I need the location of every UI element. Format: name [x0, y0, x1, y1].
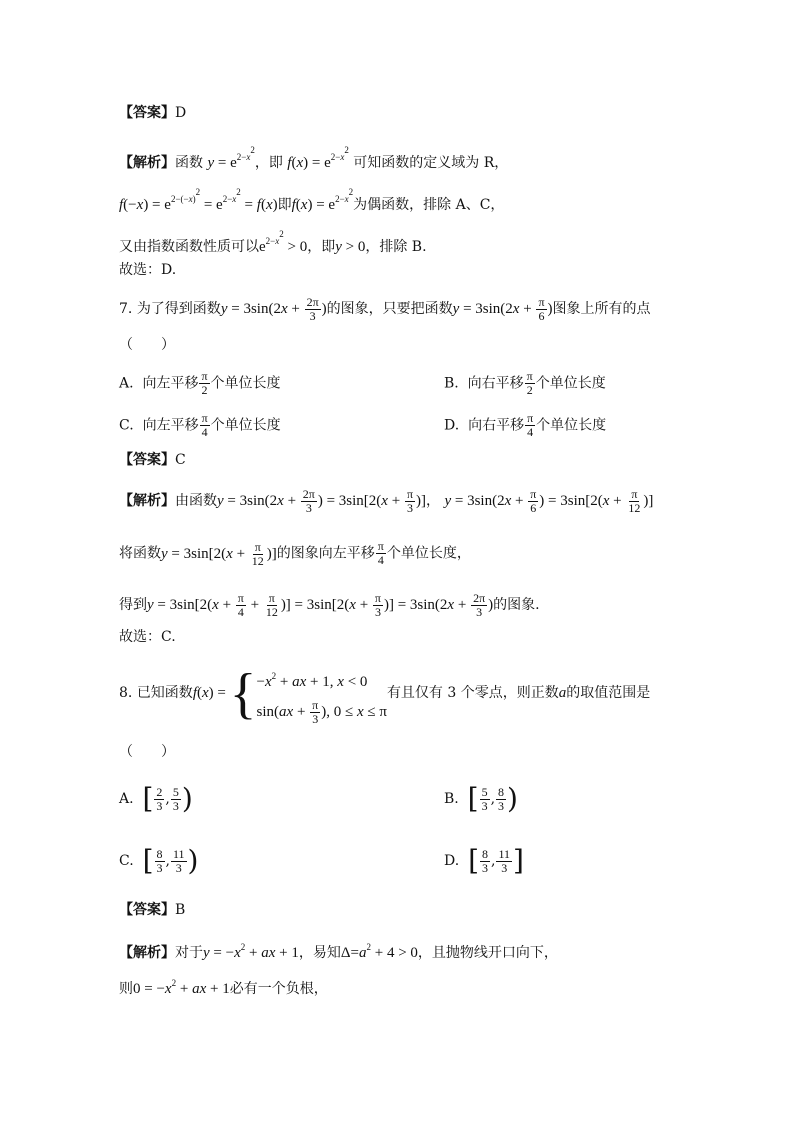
option-letter: B.: [444, 375, 459, 392]
option-fraction: $\frac{\pi}{2}$: [201, 369, 208, 397]
q8-analysis-line-2: [119, 973, 328, 999]
q8-option-d: D. [ $\frac{8}{3}$ , $\frac{11}{3}$ ]: [444, 844, 524, 877]
analysis-text: 为偶函数，排除 A、C，: [353, 197, 505, 213]
question-number: 8.: [119, 685, 133, 701]
answer-label: 【答案】: [119, 452, 175, 468]
analysis-text: ，且抛物线开口向下，: [417, 945, 558, 961]
q6-analysis-line-1: [119, 140, 508, 173]
q7-option-b: [444, 370, 606, 397]
analysis-text: 的图象向左平移: [276, 545, 375, 562]
interval-right-bracket: ]: [513, 844, 524, 877]
interval-left-bracket: [: [142, 844, 154, 877]
interval-right-bracket: ): [181, 782, 193, 815]
q7-answer-line: [119, 450, 186, 470]
option-text: 向右平移: [467, 375, 524, 392]
formula: y = 3sin(2x + $\frac{2\pi}{3}$ ) = 3sin[2(x + $\frac{\pi}{3}$ )]: [217, 487, 426, 515]
q7-final: 故选：C.: [119, 629, 176, 645]
analysis-text: 即: [277, 197, 292, 213]
q8-stem: 8. 已知函数$f(x) = \{-x^2$ + ax + 1, x < 0 sin(ax + $\frac{\pi}{3}$ ), 0 ≤ x ≤ π有且仅有 3 个零点，则正数a的取值范围是: [119, 662, 651, 726]
option-letter: A.: [119, 375, 134, 392]
option-letter: D.: [444, 853, 460, 869]
option-fraction: $\frac{8}{3}$: [498, 784, 505, 813]
option-letter: C.: [119, 853, 134, 869]
formula: $e^{2-x^2} > 0$: [259, 229, 308, 255]
analysis-label: 【解析】: [119, 155, 175, 171]
formula: $f(-x) = e^{2-(-x)^2} = e^{2-x^2} = f(x)$: [119, 187, 278, 213]
q6-analysis-line-3: [119, 224, 427, 257]
answer-label: 【答案】: [119, 105, 175, 121]
analysis-text: 得到: [119, 596, 147, 613]
analysis-text: ，排除 B.: [365, 239, 427, 255]
option-fraction: $\frac{11}{3}$: [498, 846, 511, 875]
q6-final: 故选：D.: [119, 262, 177, 278]
question-text: 的取值范围是: [566, 685, 651, 701]
option-fraction: $\frac{11}{3}$: [172, 846, 185, 875]
option-text: 个单位长度: [536, 417, 607, 434]
analysis-text: 必有一个负根，: [229, 981, 328, 997]
answer-value: C: [175, 452, 186, 468]
analysis-text: 的图象.: [493, 596, 540, 613]
analysis-text: 则: [119, 981, 133, 997]
option-letter: B.: [444, 791, 459, 807]
question-number: 7.: [119, 300, 133, 317]
question-text: 有且仅有 3 个零点，则正数: [386, 685, 559, 701]
analysis-text: 又由指数函数性质可以: [119, 239, 259, 255]
q8-analysis-line-1: [119, 937, 558, 963]
formula: $f(x) = e^{2-x^2}$: [291, 187, 354, 213]
option-text: 向右平移: [468, 417, 525, 434]
analysis-text: 对于: [175, 945, 203, 961]
formula: $y = -x^2$ + ax + 1: [203, 942, 299, 961]
option-text: 向左平移: [142, 375, 199, 392]
q8-option-b: B. [ $\frac{5}{3}$ , $\frac{8}{3}$ ): [444, 782, 518, 815]
q6-answer-line: [119, 103, 186, 123]
formula: y > 0: [335, 239, 366, 255]
analysis-text: 可知函数的定义域为 R，: [353, 155, 509, 171]
option-letter: D.: [444, 417, 460, 434]
q6-analysis-line-2: [119, 182, 504, 215]
analysis-text: 函数: [175, 155, 203, 171]
q7-paren: （ ）: [119, 337, 175, 353]
formula: $0 = -x^2$ + ax + 1: [133, 978, 230, 997]
formula: y = 3sin(2x + $\frac{\pi}{6}$ ): [452, 295, 553, 323]
interval-left-bracket: [: [467, 782, 479, 815]
option-text: 向左平移: [142, 417, 199, 434]
q8-answer-line: [119, 900, 185, 920]
answer-value: D: [175, 105, 187, 121]
question-text: 为了得到函数: [136, 300, 221, 317]
q8-paren: （ ）: [119, 744, 175, 760]
analysis-text: ，: [426, 492, 440, 509]
q7-analysis-line-3: [119, 592, 540, 619]
option-fraction: $\frac{2}{3}$: [156, 784, 163, 813]
analysis-label: 【解析】: [119, 945, 175, 961]
formula-fraction: $\frac{\pi}{4}$: [377, 539, 384, 567]
formula: y = 3sin[2(x + $\frac{\pi}{12}$ )]: [161, 539, 277, 568]
q8-option-a: A. [ $\frac{2}{3}$ , $\frac{5}{3}$ ): [119, 782, 193, 815]
option-letter: A.: [119, 791, 134, 807]
option-fraction: $\frac{5}{3}$: [481, 784, 488, 813]
option-fraction: $\frac{\pi}{4}$: [201, 411, 208, 439]
analysis-text: ，易知: [298, 945, 341, 961]
q7-option-c: [119, 412, 281, 439]
q7-option-a: [119, 370, 281, 397]
analysis-text: ，即: [254, 155, 283, 171]
q8-option-c: C. [ $\frac{8}{3}$ , $\frac{11}{3}$ ): [119, 844, 199, 877]
analysis-text: 个单位长度，: [386, 545, 471, 562]
formula: y = 3sin(2x + $\frac{\pi}{6}$ ) = 3sin[2(x + $\frac{\pi}{12}$ )]: [444, 487, 654, 515]
answer-value: B: [175, 902, 186, 918]
question-text: 的图象，只要把函数: [326, 300, 453, 317]
analysis-text: 由函数: [175, 492, 217, 509]
q7-stem: [119, 296, 651, 323]
option-letter: C.: [119, 417, 134, 434]
analysis-text: 将函数: [119, 545, 161, 562]
formula: y = 3sin[2(x + $\frac{\pi}{4}$ + $\frac{\pi}{12}$ )] = 3sin[2(x + $\frac{\pi}{3}$ )] = 3sin(2x + $\frac{2\pi}{3}$ ): [147, 591, 494, 619]
interval-right-bracket: ): [507, 782, 518, 815]
q7-analysis-line-2: [119, 540, 471, 568]
interval-left-bracket: [: [468, 844, 480, 877]
interval-right-bracket: ): [187, 844, 199, 877]
option-text: 个单位长度: [210, 375, 281, 392]
formula: $f(x) = e^{2-x^2}$: [287, 145, 349, 171]
question-text: 已知函数: [136, 685, 193, 701]
option-fraction: $\frac{8}{3}$: [156, 846, 163, 875]
option-text: 个单位长度: [210, 417, 281, 434]
option-fraction: $\frac{8}{3}$: [482, 846, 489, 875]
analysis-label: 【解析】: [119, 492, 175, 509]
option-fraction: $\frac{\pi}{4}$: [527, 411, 534, 439]
formula: $\Delta=a^2 + 4 > 0$: [340, 942, 418, 961]
option-fraction: $\frac{\pi}{2}$: [526, 369, 533, 397]
formula: $y = e^{2-x^2}$: [207, 145, 255, 171]
formula: y = 3sin(2x + $\frac{2\pi}{3}$ ): [220, 295, 327, 323]
option-text: 个单位长度: [535, 375, 606, 392]
analysis-text: ，即: [307, 239, 336, 255]
q7-analysis-line-1: [119, 488, 653, 515]
interval-left-bracket: [: [142, 782, 154, 815]
formula: $f(x) = \{-x^2$ + ax + 1, x < 0 sin(ax + $\frac{\pi}{3}$ ), 0 ≤ x ≤ π: [192, 662, 387, 726]
answer-label: 【答案】: [119, 902, 175, 918]
q7-option-d: [444, 412, 606, 439]
option-fraction: $\frac{5}{3}$: [172, 784, 179, 813]
question-text: 图象上所有的点: [552, 300, 651, 317]
